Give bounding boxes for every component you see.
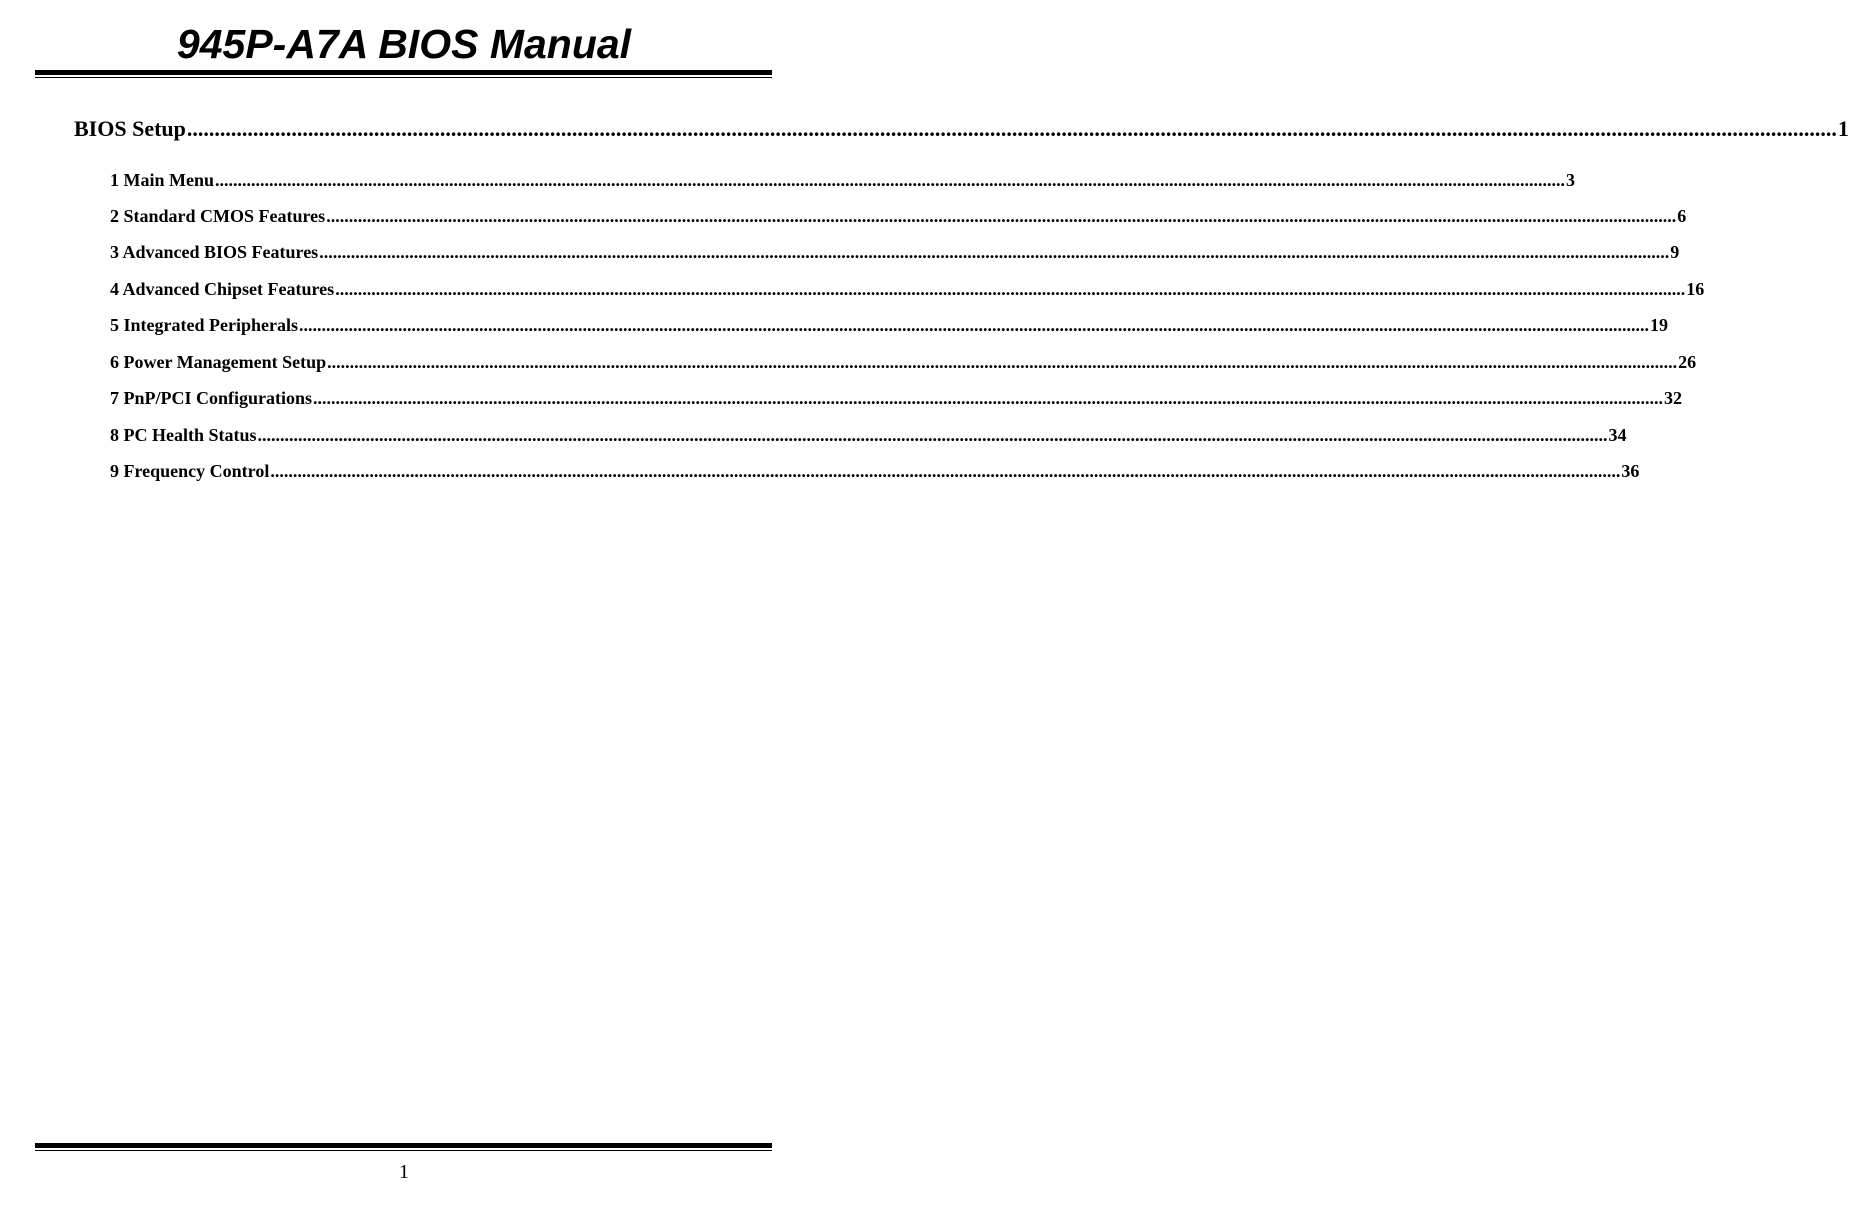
- toc-entry[interactable]: [110, 277, 1705, 301]
- toc-entry-page: 36: [1621, 461, 1640, 481]
- toc-entry[interactable]: [110, 168, 1576, 192]
- header-rule-thin: [35, 77, 772, 78]
- toc-entry[interactable]: [110, 204, 1687, 228]
- toc-entry-page: 3: [1566, 170, 1576, 190]
- toc-entry-page: 26: [1678, 352, 1697, 372]
- toc-entry-page: 1: [1837, 116, 1849, 141]
- toc-entry[interactable]: [110, 313, 1668, 337]
- toc-entry-label: 5 Integrated Peripherals: [110, 315, 298, 335]
- toc-main-entry[interactable]: [74, 114, 1849, 144]
- toc-leader-dots: ............................................................................................................................................................................................................................................................................................................: [257, 425, 1608, 445]
- toc-leader-dots: ............................................................................................................................................................................................................................................................................................................: [298, 315, 1649, 335]
- toc-entry-label: 3 Advanced BIOS Features: [110, 242, 319, 262]
- toc-entry[interactable]: [110, 459, 1640, 483]
- toc-entry[interactable]: [110, 386, 1683, 410]
- toc-leader-dots: ............................................................................................................................................................................................................................................................................................................: [270, 461, 1621, 481]
- toc-leader-dots: ............................................................................................................................................................................................................................................................................................................: [335, 279, 1686, 299]
- toc-entry[interactable]: [110, 423, 1627, 447]
- toc-leader-dots: ............................................................................................................................................................................................................................................................................................................: [186, 116, 1837, 141]
- toc-leader-dots: ............................................................................................................................................................................................................................................................................................................: [215, 170, 1566, 190]
- toc-entry[interactable]: [110, 240, 1680, 264]
- footer-rule: [35, 1143, 772, 1151]
- toc-leader-dots: ............................................................................................................................................................................................................................................................................................................: [313, 388, 1664, 408]
- footer-rule-thick: [35, 1143, 772, 1148]
- header-rule-thick: [35, 70, 772, 75]
- toc-entry-label: 2 Standard CMOS Features: [110, 206, 326, 226]
- page-number: 1: [399, 1161, 409, 1183]
- toc-entry-page: 32: [1664, 388, 1683, 408]
- toc-entry-label: 9 Frequency Control: [110, 461, 270, 481]
- toc-entry-page: 9: [1670, 242, 1680, 262]
- toc-entry-label: 1 Main Menu: [110, 170, 215, 190]
- toc-leader-dots: ............................................................................................................................................................................................................................................................................................................: [326, 206, 1677, 226]
- page-title: 945P-A7A BIOS Manual: [176, 21, 632, 67]
- toc-entry-label: 6 Power Management Setup: [110, 352, 327, 372]
- toc-entry-label: 4 Advanced Chipset Features: [110, 279, 335, 299]
- toc-entry-label: BIOS Setup: [74, 116, 186, 141]
- footer-rule-thin: [35, 1150, 772, 1151]
- header-rule: [35, 70, 772, 78]
- toc-entry-label: 7 PnP/PCI Configurations: [110, 388, 313, 408]
- toc-entry-page: 16: [1686, 279, 1705, 299]
- toc-entry[interactable]: [110, 350, 1697, 374]
- toc-entry-label: 8 PC Health Status: [110, 425, 257, 445]
- toc-entry-page: 34: [1608, 425, 1627, 445]
- toc-leader-dots: ............................................................................................................................................................................................................................................................................................................: [319, 242, 1670, 262]
- toc-entry-page: 19: [1649, 315, 1668, 335]
- toc-leader-dots: ............................................................................................................................................................................................................................................................................................................: [327, 352, 1678, 372]
- toc-entry-page: 6: [1677, 206, 1687, 226]
